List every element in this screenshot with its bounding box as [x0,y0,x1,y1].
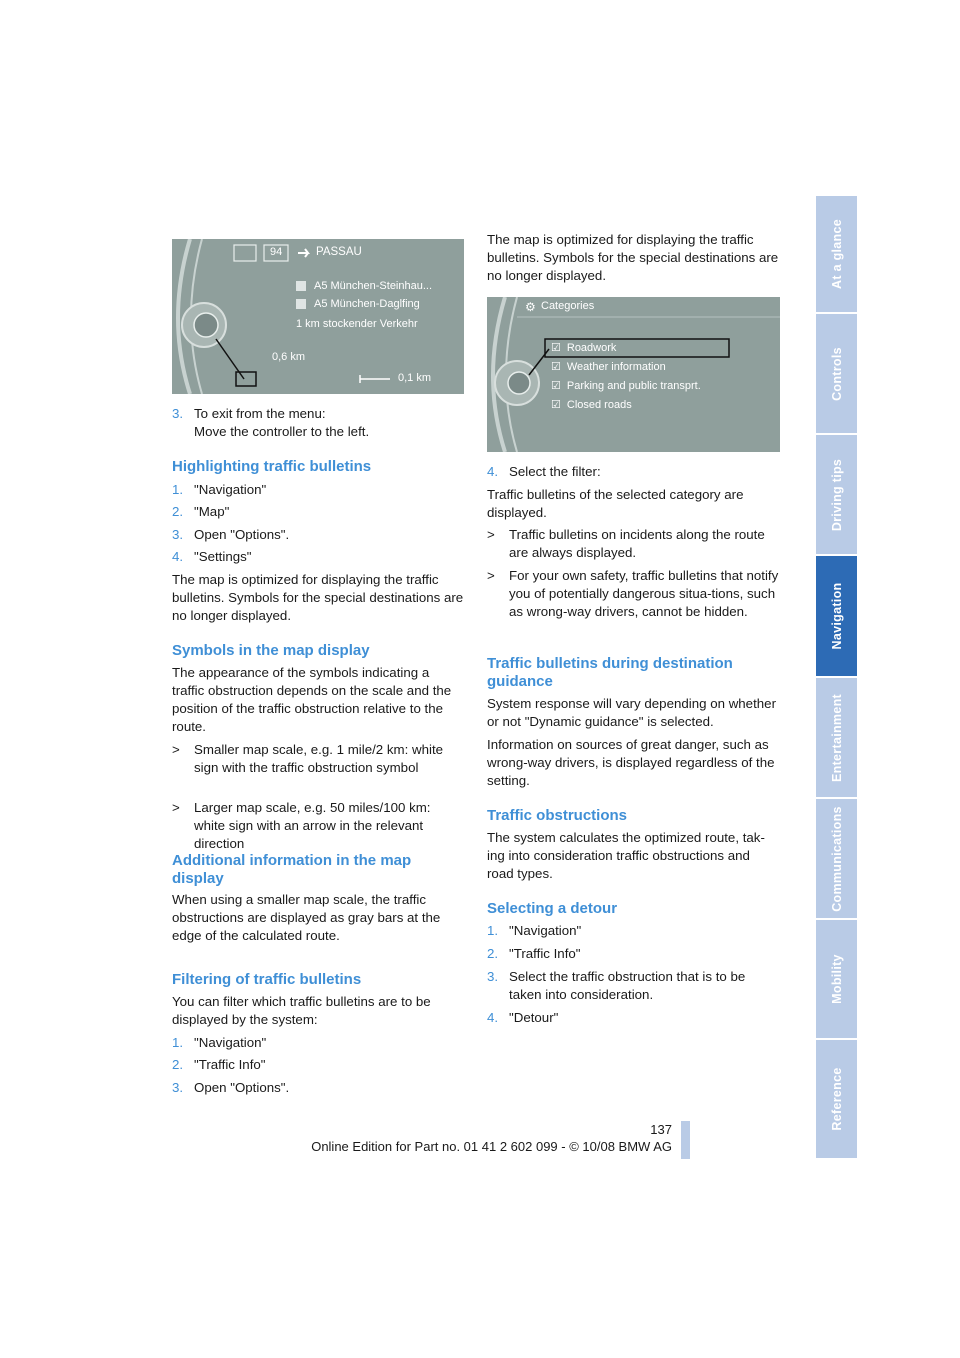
category-item: ☑ Roadwork [551,342,617,354]
list-item: 3. Select the traffic obstruction that is to be taken into consideration. [487,969,746,1002]
step-select-filter: 4. Select the filter: [487,464,601,479]
list-item: > Traffic bulletins on incidents along the route are always displayed. [487,527,765,560]
list-item: 1. "Navigation" [172,1035,267,1050]
list-item: 2. "Traffic Info" [487,946,581,961]
list-item: > Smaller map scale, e.g. 1 mile/2 km: white sign with the traffic obstruction symbol [172,742,444,775]
list-item: 1. "Navigation" [172,482,267,497]
obstructions-paragraph: The system calculates the optimized route, tak-ing into consideration traffic obstructions and road types. [487,830,765,881]
tab-reference[interactable]: Reference [816,1040,857,1160]
category-item: ☑ Weather information [551,361,666,373]
heading-obstructions: Traffic obstructions [487,807,628,824]
footer-text: Online Edition for Part no. 01 41 2 602 099 - © 10/08 BMW AG [311,1139,672,1154]
selected-paragraph: Traffic bulletins of the selected category are displayed. [487,487,744,520]
section-tabs [816,196,857,1160]
heading-highlighting: Highlighting traffic bulletins [172,458,372,475]
list-item: > Larger map scale, e.g. 50 miles/100 km: white sign with an arrow in the relevant direction [172,800,431,851]
list-item: 3. Open "Options". [172,1080,290,1095]
checkbox-icon: ☑ [551,399,561,411]
list-item: > For your own safety, traffic bulletins that notify you of potentially dangerous situa-tions, such as wrong-way drivers, cannot be hidden. [487,568,779,619]
bulletin-line-3: 1 km stockender Verkehr [296,318,418,330]
map-screenshot [172,239,464,394]
checkbox-icon: ☑ [551,361,561,373]
checkbox-icon: ☑ [551,342,561,354]
tab-navigation[interactable]: Navigation [816,556,857,678]
list-item: 2. "Traffic Info" [172,1057,266,1072]
heading-additional: Additional information in the map display [172,852,412,887]
distance-text: 0,6 km [272,351,306,363]
categories-header: Categories [541,300,595,312]
tab-communications[interactable]: Communications [816,799,857,920]
heading-guidance: Traffic bulletins during destination guidance [487,655,733,690]
tab-controls[interactable]: Controls [816,314,857,435]
guidance-paragraph-1: System response will vary depending on whether or not "Dynamic guidance" is selected. [487,696,776,729]
list-item: 2. "Map" [172,504,230,519]
list-item: 1. "Navigation" [487,923,582,938]
categories-icon: ⚙ [525,300,536,314]
list-item: 4. "Settings" [172,549,252,564]
bulletin-line-2: A5 München-Daglfing [314,298,420,310]
guidance-paragraph-2: Information on sources of great danger, such as wrong-way drivers, is displayed regardless of the setting. [487,737,775,788]
heading-symbols: Symbols in the map display [172,642,370,659]
controller-graphic [172,239,464,394]
scale-text: 0,1 km [398,372,432,384]
list-item: 3. Open "Options". [172,527,290,542]
heading-detour: Selecting a detour [487,900,618,917]
categories-screenshot [487,297,780,452]
bulletin-line-1: A5 München-Steinhau... [314,280,433,292]
additional-paragraph: When using a smaller map scale, the traffic obstructions are displayed as gray bars at the edge of the calculated route. [172,892,441,943]
intro-paragraph: The map is optimized for displaying the traffic bulletins. Symbols for the special destinations are no longer displayed. [487,232,779,283]
filter-paragraph: You can filter which traffic bulletins are to be displayed by the system: [172,994,431,1027]
highlight-paragraph: The map is optimized for displaying the traffic bulletins. Symbols for the special destinations are no longer displayed. [172,572,464,623]
categories-graphic [487,297,780,452]
tab-driving-tips[interactable]: Driving tips [816,435,857,556]
heading-filtering: Filtering of traffic bulletins [172,971,362,988]
tab-at-a-glance[interactable]: At a glance [816,196,857,314]
page-number: 137 [650,1122,672,1137]
step-exit-menu: 3. To exit from the menu: Move the controller to the left. [172,406,370,439]
category-item: ☑ Closed roads [551,399,632,411]
page-number-bar [681,1121,690,1159]
list-item: 4. "Detour" [487,1010,559,1025]
road-number: 94 [270,246,283,258]
checkbox-icon: ☑ [551,380,561,392]
category-item: ☑ Parking and public transprt. [551,380,701,392]
tab-entertainment[interactable]: Entertainment [816,678,857,799]
tab-mobility[interactable]: Mobility [816,920,857,1040]
symbols-paragraph: The appearance of the symbols indicating a traffic obstruction depends on the scale and the position of the traffic obstruction relative to the route. [172,665,452,734]
destination-text: PASSAU [316,246,362,258]
